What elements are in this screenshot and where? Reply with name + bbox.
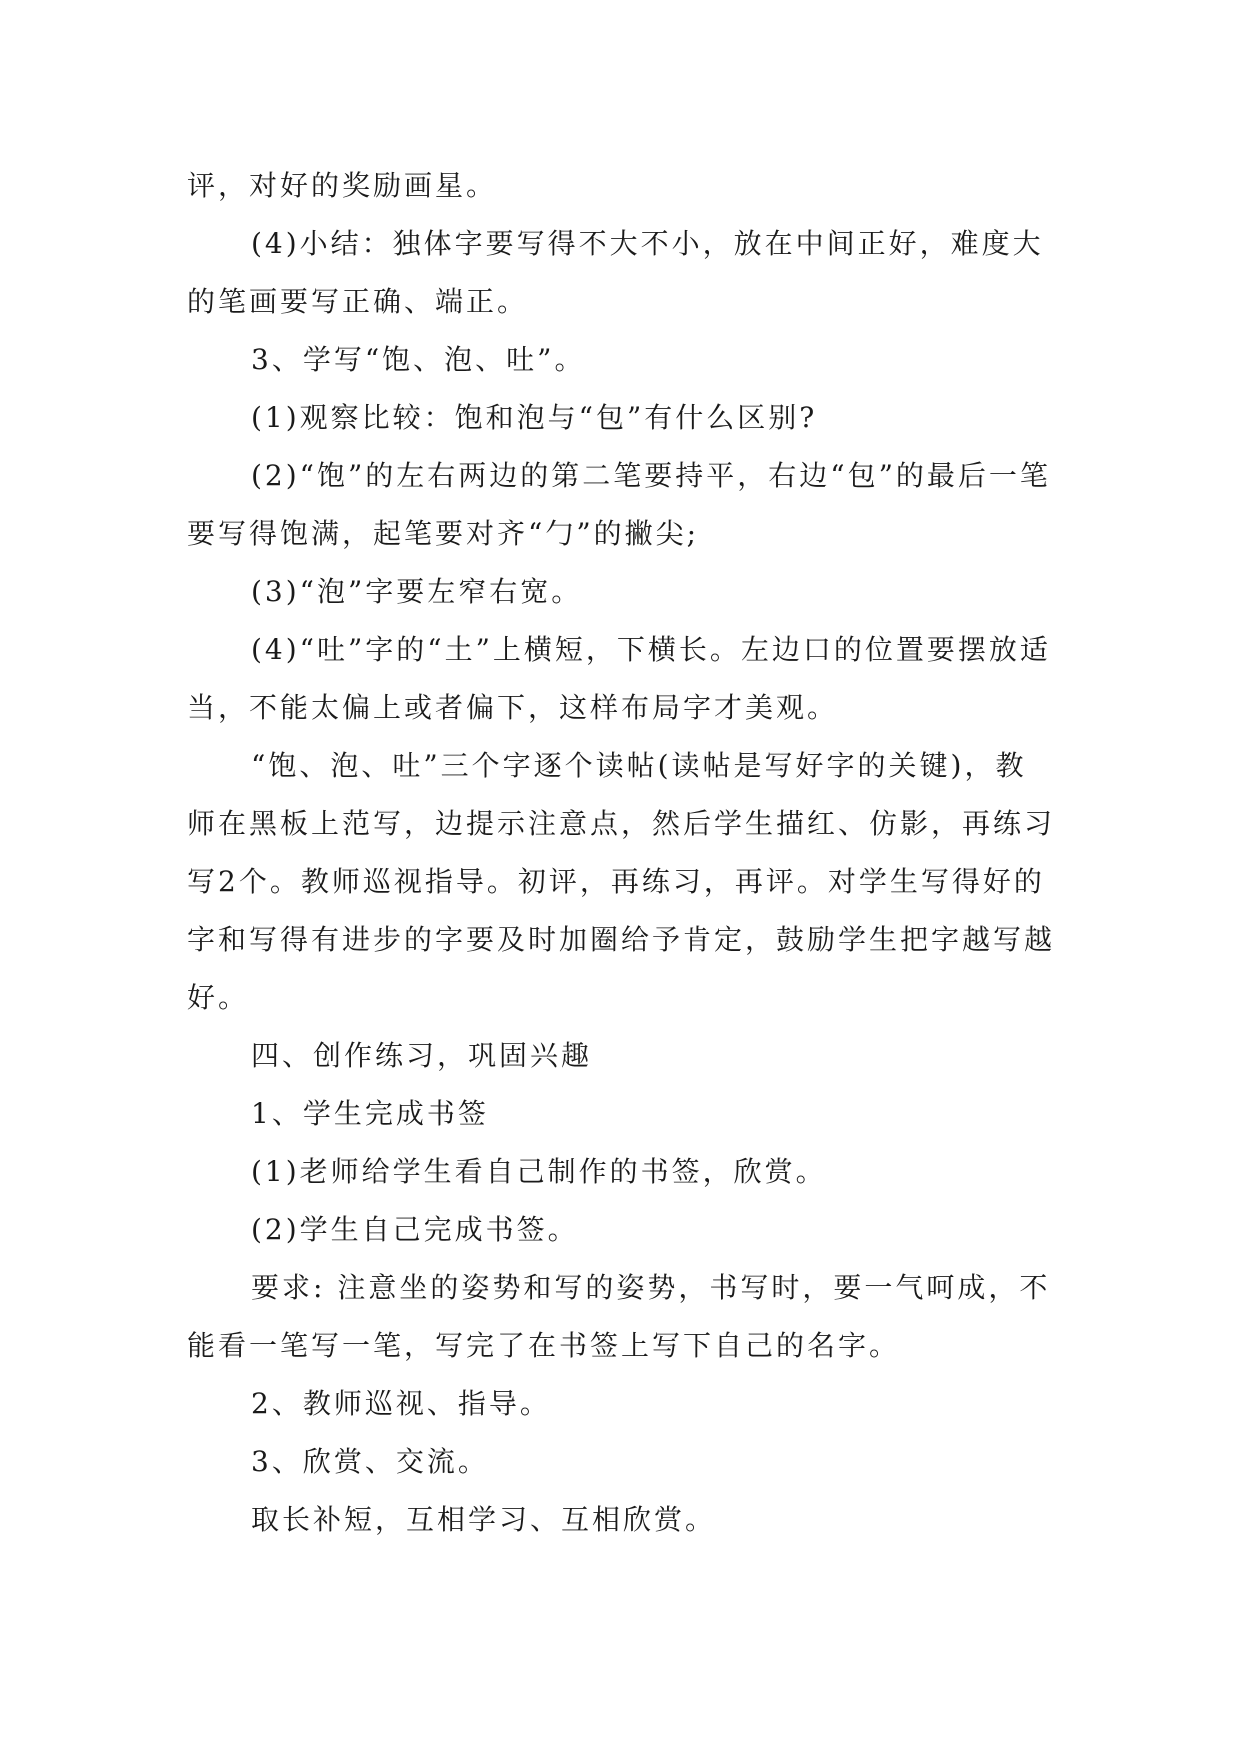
paragraph: 评，对好的奖励画星。 (187, 169, 498, 202)
paragraph: (2)学生自己完成书签。 (251, 1213, 579, 1246)
paragraph: “饱、泡、吐”三个字逐个读帖(读帖是写好字的关键)，教师在黑板上范写，边提示注意点，然后学生描红、仿影，再练习写2个。教师巡视指导。初评，再练习，再评。对学生写得好的字和写得有进步的字要及时加圈给予肯定，鼓励学生把字越写越好。 (187, 749, 1056, 1014)
document-body (187, 157, 1057, 1549)
paragraph: (4)“吐”字的“土”上横短，下横长。左边口的位置要摆放适当，不能太偏上或者偏下，这样布局字才美观。 (187, 633, 1051, 724)
section-heading: 四、创作练习，巩固兴趣 (251, 1039, 593, 1072)
paragraph: (1)观察比较：饱和泡与“包”有什么区别? (251, 401, 818, 434)
paragraph: (2)“饱”的左右两边的第二笔要持平，右边“包”的最后一笔要写得饱满，起笔要对齐“勹”的撇尖; (187, 459, 1051, 550)
paragraph: 3、学写“饱、泡、吐”。 (251, 343, 586, 376)
paragraph: 取长补短，互相学习、互相欣赏。 (251, 1503, 717, 1536)
paragraph: (3)“泡”字要左窄右宽。 (251, 575, 583, 608)
paragraph: (1)老师给学生看自己制作的书签，欣赏。 (251, 1155, 827, 1188)
paragraph: 要求: 注意坐的姿势和写的姿势，书写时，要一气呵成，不能看一笔写一笔，写完了在书签上写下自己的名字。 (187, 1271, 1051, 1362)
paragraph: 2、教师巡视、指导。 (251, 1387, 551, 1420)
paragraph: (4)小结：独体字要写得不大不小，放在中间正好，难度大的笔画要写正确、端正。 (187, 227, 1044, 318)
paragraph: 3、欣赏、交流。 (251, 1445, 489, 1478)
paragraph: 1、学生完成书签 (251, 1097, 489, 1130)
